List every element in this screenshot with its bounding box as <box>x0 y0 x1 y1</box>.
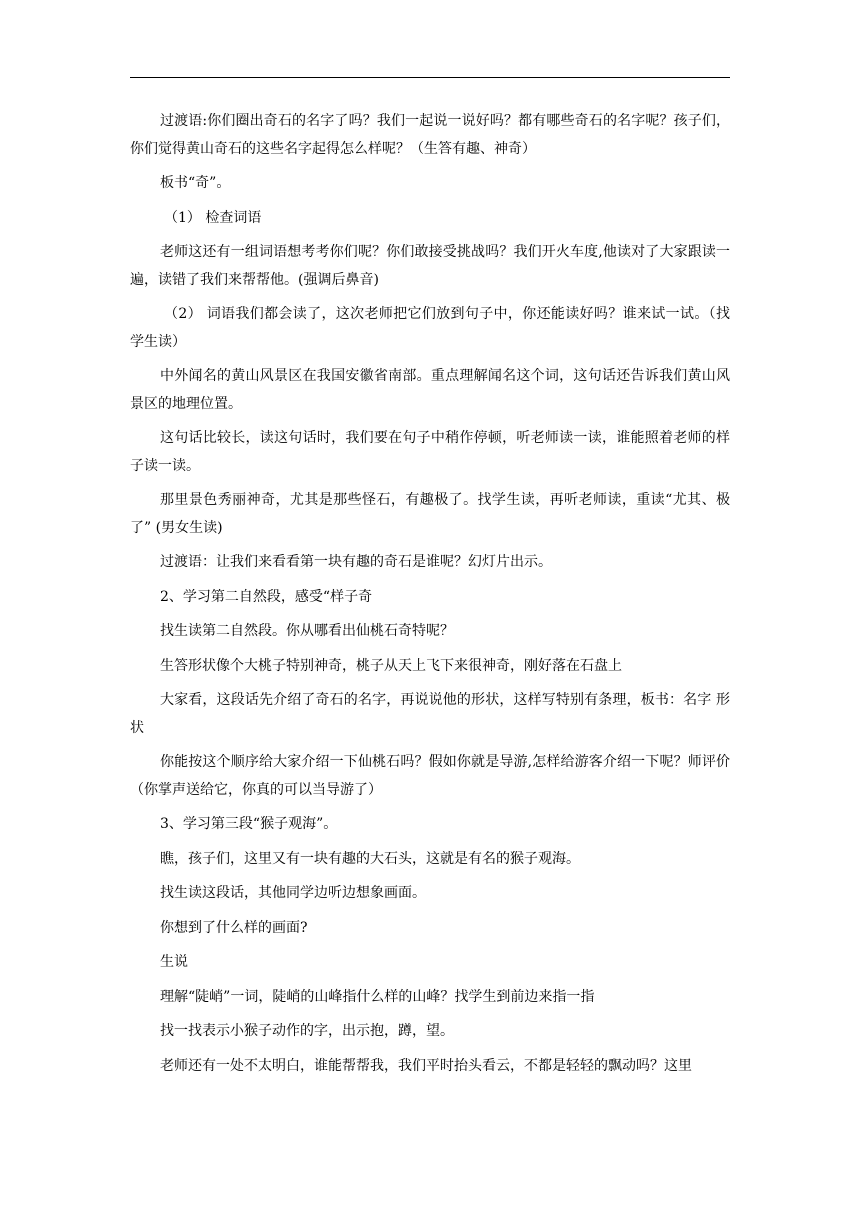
paragraph: 找生读这段话，其他同学边听边想象画面。 <box>160 885 426 901</box>
paragraph: 老师还有一处不太明白，谁能帮帮我，我们平时抬头看云，不都是轻轻的飘动吗？这里 <box>160 1057 692 1074</box>
paragraph: 这句话比较长，读这句话时，我们要在句子中稍作停顿，听老师读一读，谁能照着老师的样子读一读。 <box>130 430 730 474</box>
paragraph: 你想到了什么样的画面? <box>160 919 308 936</box>
paragraph: 大家看，这段话先介绍了奇石的名字，再说说他的形状，这样写特别有条理，板书：名字 形状 <box>130 692 730 736</box>
section-heading: 2、学习第二自然段，感受“样子奇 <box>160 588 373 605</box>
paragraph: 中外闻名的黄山风景区在我国安徽省南部。重点理解闻名这个词，这句话还告诉我们黄山风景区的地理位置。 <box>130 368 730 412</box>
paragraph: 找生读第二自然段。你从哪看出仙桃石奇特呢？ <box>160 623 454 639</box>
paragraph: 过渡语：让我们来看看第一块有趣的奇石是谁呢？幻灯片出示。 <box>160 554 552 570</box>
paragraph: 过渡语:你们圈出奇石的名字了吗？我们一起说一说好吗？都有哪些奇石的名字呢？孩子们，你们觉得黄山奇石的这些名字起得怎么样呢？（生答有趣、神奇） <box>130 113 730 157</box>
paragraph: 瞧，孩子们，这里又有一块有趣的大石头，这就是有名的猴子观海。 <box>160 850 580 867</box>
paragraph: 找一找表示小猴子动作的字，出示抱，蹲，望。 <box>160 1023 454 1039</box>
section-heading: 3、学习第三段“猴子观海”。 <box>160 816 338 832</box>
paragraph: 生答形状像个大桃子特别神奇，桃子从天上飞下来很神奇，刚好落在石盘上 <box>160 657 622 674</box>
paragraph: （1） 检查词语 <box>164 209 262 226</box>
paragraph: 你能按这个顺序给大家介绍一下仙桃石吗？假如你就是导游,怎样给游客介绍一下呢？师评价（你掌声送给它，你真的可以当导游了） <box>130 754 730 798</box>
paragraph: 那里景色秀丽神奇，尤其是那些怪石，有趣极了。找学生读，再听老师读，重读“尤其、极了” (男女生读) <box>130 492 730 536</box>
header-rule <box>130 77 730 78</box>
document-body <box>130 108 730 1087</box>
paragraph: （2） 词语我们都会读了，这次老师把它们放到句子中，你还能读好吗？谁来试一试。（找学生读） <box>130 306 730 350</box>
paragraph: 生说 <box>160 954 188 970</box>
paragraph: 理解“陡峭”一词，陡峭的山峰指什么样的山峰？找学生到前边来指一指 <box>160 988 595 1005</box>
paragraph: 老师这还有一组词语想考考你们呢？你们敢接受挑战吗？我们开火车度,他读对了大家跟读一遍，读错了我们来帮帮他。(强调后鼻音) <box>130 244 730 288</box>
paragraph: 板书“奇”。 <box>160 175 231 191</box>
